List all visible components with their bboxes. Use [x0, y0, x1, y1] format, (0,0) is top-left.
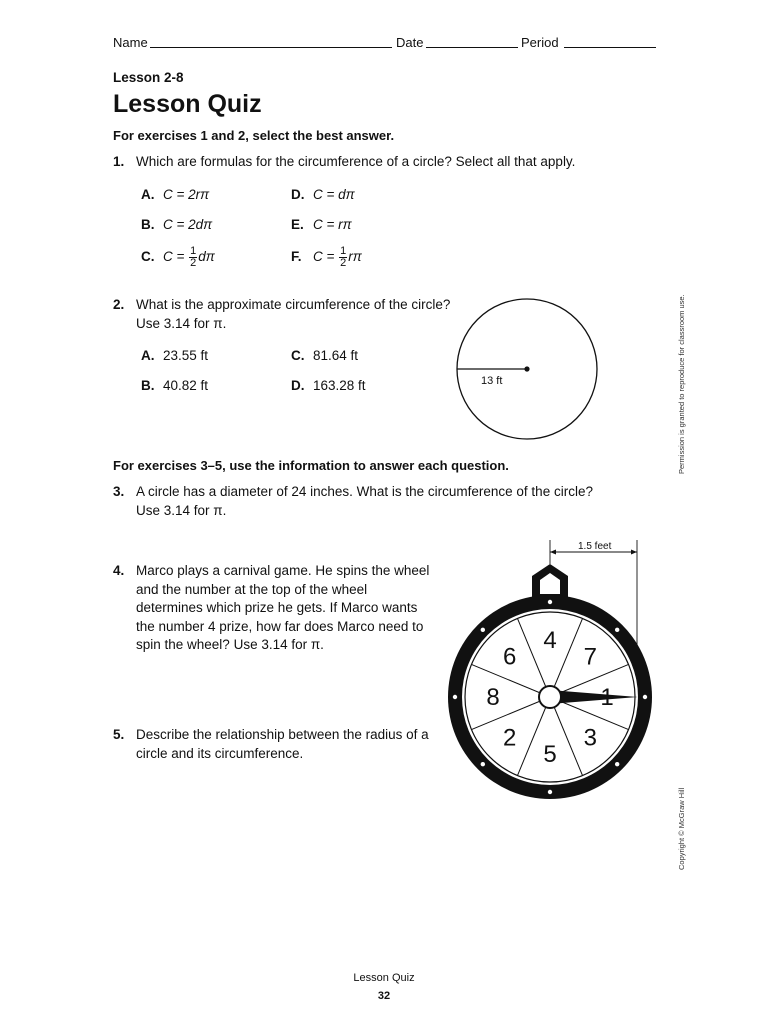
lesson-number: Lesson 2-8	[113, 70, 184, 85]
option-letter: D.	[291, 187, 305, 202]
section2-instruction: For exercises 3–5, use the information to answer each question.	[113, 458, 509, 473]
copyright-note: Copyright © McGraw Hill	[677, 787, 686, 870]
wheel-number-5: 5	[543, 741, 557, 768]
q3-text-line1: A circle has a diameter of 24 inches. What is the circumference of the circle?	[136, 484, 593, 499]
q2-option-a[interactable]: A. 23.55 ft	[141, 348, 209, 363]
option-letter: A.	[141, 348, 155, 363]
option-letter: A.	[141, 187, 155, 202]
date-label: Date	[396, 35, 424, 50]
wheel-number-3: 3	[583, 724, 597, 752]
center-dot	[524, 366, 529, 371]
q3-text-line2: Use 3.14 for π.	[136, 503, 227, 518]
dimension-arrow-left	[550, 550, 556, 555]
rim-dot	[548, 600, 552, 604]
dimension-arrow-right	[631, 550, 637, 555]
q4-line1: Marco plays a carnival game. He spins the wheel	[136, 563, 430, 578]
rim-dot	[481, 628, 485, 632]
q2-option-c[interactable]: C. 81.64 ft	[291, 348, 359, 363]
option-letter: B.	[141, 378, 155, 393]
q4-number: 4.	[113, 563, 125, 578]
option-letter: C.	[141, 249, 155, 265]
wheel-number-6: 6	[503, 643, 517, 671]
option-letter: F.	[291, 249, 302, 265]
rim-dot	[453, 695, 457, 699]
wheel-number-2: 2	[503, 724, 517, 752]
rim-dot	[548, 790, 552, 794]
q2-option-b[interactable]: B. 40.82 ft	[141, 378, 209, 393]
wheel-number-8: 8	[486, 684, 500, 711]
q4-line4: the number 4 prize, how far does Marco need to	[136, 619, 424, 634]
q5-number: 5.	[113, 727, 125, 742]
date-line[interactable]	[426, 47, 518, 48]
page-title: Lesson Quiz	[113, 90, 262, 118]
q4-line3: determines which prize he gets. If Marco wants	[136, 600, 418, 615]
option-letter: E.	[291, 217, 304, 232]
rim-dot	[615, 762, 619, 766]
fraction: $\frac{1}{2}$	[190, 245, 197, 269]
fraction: $\frac{1}{2}$	[340, 245, 347, 269]
q1-option-a[interactable]: A. C = 2rπ	[141, 187, 210, 202]
q2-text-line2: Use 3.14 for π.	[136, 316, 227, 331]
q5-line1: Describe the relationship between the radius of a	[136, 727, 429, 742]
q1-option-d[interactable]: D. C = dπ	[291, 187, 355, 202]
option-letter: B.	[141, 217, 155, 232]
spinner-hub	[539, 686, 561, 708]
q4-line5: spin the wheel? Use 3.14 for π.	[136, 637, 324, 652]
q1-number: 1.	[113, 154, 125, 169]
q1-option-b[interactable]: B. C = 2dπ	[141, 217, 213, 232]
q2-text-line1: What is the approximate circumference of the circle?	[136, 297, 451, 312]
option-letter: C.	[291, 348, 305, 363]
wheel-number-4: 4	[543, 627, 557, 654]
rim-dot	[481, 762, 485, 766]
q2-number: 2.	[113, 297, 125, 312]
q3-number: 3.	[113, 484, 125, 499]
dimension-label: 1.5 feet	[578, 541, 612, 552]
circle-figure	[450, 292, 610, 448]
q5-line2: circle and its circumference.	[136, 746, 304, 761]
period-label: Period	[521, 35, 559, 50]
q2-option-d[interactable]: D. 163.28 ft	[291, 378, 366, 393]
q1-text: Which are formulas for the circumference of a circle? Select all that apply.	[136, 154, 576, 169]
radius-label: 13 ft	[481, 375, 503, 387]
q1-option-f[interactable]: F. C = $\frac{1}{2}$ rπ	[291, 245, 362, 269]
name-line[interactable]	[150, 47, 392, 48]
section1-instruction: For exercises 1 and 2, select the best answer.	[113, 128, 395, 143]
footer-label: Lesson Quiz	[353, 972, 415, 984]
option-letter: D.	[291, 378, 305, 393]
q4-line2: and the number at the top of the wheel	[136, 582, 368, 597]
permission-note: Permission is granted to reproduce for classroom use.	[677, 294, 686, 474]
period-line[interactable]	[564, 47, 656, 48]
q1-option-e[interactable]: E. C = rπ	[291, 217, 352, 232]
rim-dot	[615, 628, 619, 632]
q1-option-c[interactable]: C. C = $\frac{1}{2}$ dπ	[141, 245, 215, 269]
rim-dot	[643, 695, 647, 699]
name-label: Name	[113, 35, 148, 50]
page-number: 32	[377, 990, 391, 1002]
spinner-wheel-figure	[440, 536, 662, 808]
wheel-number-7: 7	[583, 643, 597, 671]
